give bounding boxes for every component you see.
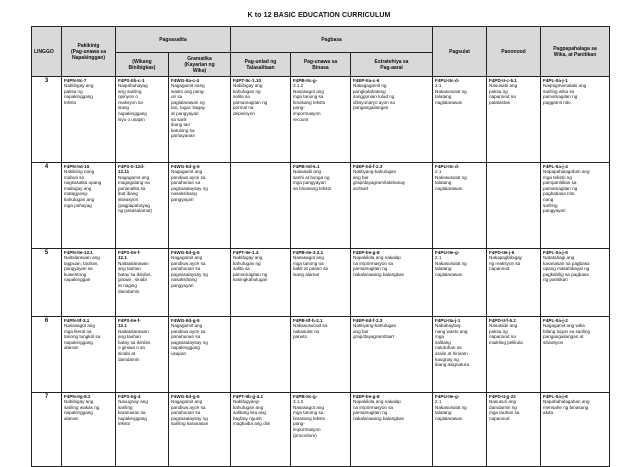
cell-pag-unawa [291, 317, 351, 393]
table-row [32, 77, 610, 163]
cell-panonood [487, 249, 541, 317]
cell-panonood [487, 163, 541, 249]
competency-description: Nakikinig nang mabuti sa nagsasalita upang maibigay ang matagyang- kahulugan ang mga pahayag [64, 169, 102, 208]
cell-pagsulat [433, 249, 487, 317]
competency-code: F4PL-0a-j-1 [543, 77, 568, 83]
header-lingo: LINGGO [32, 27, 62, 77]
competency-description: Nasusabi ang paksa ng napanood na patalastas [489, 83, 518, 105]
competency-code: F4EP-IId-f-2.3 [353, 317, 383, 323]
cell-pagpapahalaga [541, 77, 610, 163]
cell-pakikinig [62, 163, 116, 249]
cell-panonood [487, 317, 541, 393]
header-gramatika: Gramatika (Kayarian ng Wika) [169, 53, 231, 77]
cell-estratehiya [351, 163, 433, 249]
cell-pag-unawa [291, 163, 351, 249]
competency-description: Nakasusunod sa nakasulat na panuto [293, 323, 328, 340]
cell-pagpapahalaga [541, 249, 610, 317]
competency-code: F4PS-IIe-f- 12.1 [118, 317, 141, 329]
cell-pagpapahalaga [541, 393, 610, 467]
competency-description: Nagagamit ang pandiwa ayon sa panahunan sa pagsasalaysay ng nasaksihang pangyayari [171, 255, 208, 289]
competency-code: F4PL-0a-j-4 [543, 163, 568, 169]
cell-talasalitaan [231, 163, 291, 249]
table-row [32, 393, 610, 467]
competency-code: F4PU-IIa-j-1 [435, 317, 461, 323]
competency-code: F4EP-IId-f-2.3 [353, 163, 383, 169]
cell-pagpapahalaga [541, 163, 610, 249]
competency-description: Naipahahayag ang sariling opinyon o reaksyon sa isang napakinggang isyu o usapin [118, 83, 148, 122]
header-panonood: Panonood [487, 27, 541, 77]
table-row [32, 317, 610, 393]
competency-description: Natatahagi ang karanasan sa pagbasa upang makahikayat ng pagkahilig sa pagbasa ng panitikan [543, 255, 590, 283]
competency-description: Nabibigyang- kahulugan ang salitang iisa ang baybay ngunit magkaiba ang diin [233, 399, 271, 427]
cell-panonood [487, 77, 541, 163]
competency-description: Nabibigay ang kahulugan ng salita sa pamamagitan ng kasingkahulugan [233, 255, 268, 283]
competency-code: F4PU-IIc-d- [435, 163, 460, 169]
cell-talasalitaan [231, 317, 291, 393]
competency-description: Nagagamit nang wasto ang pang- uri sa paglalarawan ng tao, lugar, bagay at pangyayari sa sarili ibang tao katulong sa pamayanan [171, 83, 205, 139]
competency-description: Nabibigay ang sariling wakas ng napakinggang alamat [64, 399, 100, 421]
cell-panonood [487, 393, 541, 467]
competency-code: F4PU-IIe-g- [435, 393, 460, 399]
competency-code: F4PL-0a-j-6 [543, 393, 568, 399]
header-estratehiya: Estratehiya sa Pag-aaral [351, 53, 433, 77]
competency-code: F4PN-IIg-8.2 [64, 393, 91, 399]
competency-description: Nauugnay ang sariling karanasan sa napakinggang teksto [118, 399, 148, 427]
competency-description: Nababaybay nang wasto ang mga salitang natutuhan sa aralin at hiniram kaugnay ng ibang asignatura [435, 323, 469, 368]
competency-description: Nasasagot ang mga tanong na bakit at paano sa isang alamat [293, 255, 328, 277]
cell-gramatika [169, 77, 231, 163]
competency-description: Napapahalagahan ang mga teksto ng pampanitikan sa pamamagitan ng pagbabasa nito nang sariling pangyayari [543, 169, 590, 214]
competency-description: Napahahalagahan ang mensahe ng binasang akda [543, 399, 590, 416]
week-number: 7 [32, 393, 62, 467]
week-number: 6 [32, 317, 62, 393]
competency-code: F4PB-IIc-g- [293, 393, 318, 399]
competency-code: F4PB-IIf-h-2.1 [293, 317, 323, 323]
competency-code: F4PL-0a-j-5 [543, 249, 568, 255]
competency-code: F4PS-II-12d- 12.11 [118, 163, 145, 175]
competency-code: F4PS-IIe-f- 12.1 [118, 249, 141, 261]
week-number: 4 [32, 163, 62, 249]
competency-code: F4PS-IIb-c-1 [118, 77, 145, 83]
cell-pakikinig [62, 77, 116, 163]
competency-description: Nagagamit ang pandiwa ayon sa panahunan sa pagsasalaysay ng napakinggang usapan [171, 323, 208, 357]
cell-estratehiya [351, 77, 433, 163]
competency-code: F4WG-IId-g-5 [171, 249, 200, 255]
competency-description: Nagagamit ang pandiwa ayon sa panahunan sa pagsasalaysay ng nasaksihang pangyayari [171, 169, 208, 203]
cell-estratehiya [351, 393, 433, 467]
competency-description: Nagagamit ang pandiwa ayon sa panahunan sa pagsasalaysay ng sariling karanasan [171, 399, 209, 427]
competency-description: Naipagmamalaki ang sariling wika sa pamamagitan ng paggamit nito [543, 83, 587, 105]
competency-code: F4PN-IId-15 [64, 163, 90, 169]
cell-wikang-binibigkas [116, 393, 169, 467]
cell-pagsulat [433, 77, 487, 163]
competency-description: Naitatalarawan ang tauhan batay sa ikinilos o ginawi o sa sinabi at damdamin [118, 328, 151, 362]
competency-code: F4EP-IIe-g-8 [353, 393, 380, 399]
competency-description: Nasasabi ang sanhi at bunga ng mga pangyayari sa binasang teksto [293, 169, 332, 191]
competency-code: F4PL-0a-j-2 [543, 317, 568, 323]
competency-description: Nagagamit ang wika bilang tugon sa sariling pangangailangan at sitwasyon [543, 323, 591, 345]
cell-gramatika [169, 317, 231, 393]
competency-description: Naitatalarawan ang tauhan batay sa ikinilos, ginawi , sinabi at naging damdamin [118, 260, 152, 294]
header-pagsulat: Pagsulat [433, 27, 487, 77]
competency-code: F4PT-IIe-1.4 [233, 249, 259, 255]
competency-code: F4PB-IIc-g- [293, 77, 318, 83]
cell-gramatika [169, 163, 231, 249]
header-pag-unawa-sa-binasa: Pag-unawa sa Binasa [291, 53, 351, 77]
competency-description: Natitiyang-kahulugan ang bar grap/dayagram/talahanay an/tsart [353, 169, 406, 191]
header-pag-unlad-ng-talasalitaan: Pag-unlad ng Talasalitaan [231, 53, 291, 77]
competency-description: Nakagagamit ng pangkalahatang sanggunian tulad ng diksyonaryo ayon sa pangangailangan [353, 83, 395, 111]
competency-code: F4PD-II-f-5.2 [489, 317, 516, 323]
competency-code: F4PN-IIe-12.1 [64, 249, 93, 255]
competency-code: F4PN-IIf-3.1 [64, 317, 90, 323]
competency-code: F4PT-IIc-1.10 [233, 77, 262, 83]
competency-code: F4PU-IIe-g- [435, 249, 460, 255]
header-pakikinig: Pakikinig (Pag-unawa sa Napakinggan) [62, 27, 116, 77]
cell-pakikinig [62, 393, 116, 467]
cell-pag-unawa [291, 77, 351, 163]
competency-code: F4WG-IId-g-5 [171, 163, 200, 169]
cell-talasalitaan [231, 393, 291, 467]
cell-wikang-binibigkas [116, 317, 169, 393]
competency-code: F4PS-IIg-4 [118, 393, 141, 399]
competency-description: 2.1 Nakasusulat ng talatang naglalarawan [435, 83, 467, 105]
cell-gramatika [169, 249, 231, 317]
week-number: 3 [32, 77, 62, 163]
competency-description: 3.1.2 Nasasagot ang mga tanong sa binasang teksto pang- impormasyon (procedure) [293, 399, 326, 438]
competency-description: Naitalarawan ang tagpuan, tauhan, pangyayari sa kuwentong napakinggan [64, 255, 100, 283]
competency-code: F4WG-IId-g-5 [171, 393, 200, 399]
cell-pagsulat [433, 393, 487, 467]
competency-description: 3.1.2 Nasasagot ang mga tanong sa binasang teksto pang- impormasyon recount [293, 83, 326, 122]
competency-description: Nasasabi ang paksa ng napanood na maikling pelikula [489, 323, 523, 345]
cell-estratehiya [351, 249, 433, 317]
document-title: K to 12 BASIC EDUCATION CURRICULUM [247, 12, 391, 19]
cell-gramatika [169, 393, 231, 467]
curriculum-table [31, 26, 610, 467]
cell-estratehiya [351, 317, 433, 393]
cell-pagsulat [433, 317, 487, 393]
table-row [32, 163, 610, 249]
competency-code: F4WG-IId-g-5 [171, 317, 200, 323]
competency-description: Napakikita ang nakalap na impormasyon sa pamamagitan ng nakalarawang balangkas [353, 399, 404, 421]
competency-code: F4PB-IIe-3.2.1 [293, 249, 324, 255]
cell-pakikinig [62, 317, 116, 393]
header-pagpapahalaga: Pagpapahalaga sa Wika, at Panitikan [541, 27, 610, 77]
week-number: 5 [32, 249, 62, 317]
cell-wikang-binibigkas [116, 249, 169, 317]
cell-pag-unawa [291, 393, 351, 467]
competency-code: F4PD-IIe-j-6 [489, 249, 515, 255]
cell-talasalitaan [231, 77, 291, 163]
competency-code: F4PT-IIb-g-4.1 [233, 393, 264, 399]
competency-code: F4PU-IIc-d- [435, 77, 460, 83]
competency-description: Nagagamit ang magagalang na pananalita sa ibat ibang sitwasyon (pagpapahayag ng pasasalamat) [118, 174, 152, 214]
header-wikang-binibigkas: (Wikang Binibigkas) [116, 53, 169, 77]
competency-code: F4PB-IId-6.1 [293, 163, 320, 169]
competency-description: Nabibigay ang kahulugan ng salita sa pamamagitan ng pormal na depinisyon [233, 83, 268, 117]
competency-code: F4EP-IIa-c-6 [353, 77, 380, 83]
cell-wikang-binibigkas [116, 77, 169, 163]
table-row [32, 249, 610, 317]
cell-pakikinig [62, 249, 116, 317]
competency-code: F4EP-IIe-g-8 [353, 249, 380, 255]
competency-description: 2.1 Nakasusulat ng talatang naglalarawan [435, 255, 467, 277]
competency-description: 2.1 Nakasusulat ng talatang naglalarawan [435, 399, 467, 421]
competency-description: Nabibigay ang paksa ng napakinggang teksto [64, 83, 94, 105]
competency-code: F4PD-II-c-5.1 [489, 77, 517, 83]
competency-description: Natitiyang-kahulugan ang bar grap/dayagram/tsart [353, 323, 397, 340]
header-pagsasalita: Pagsasalita [116, 27, 231, 53]
competency-description: Nasusuri ang damdamin ng mga tauhan sa napanood [489, 399, 520, 421]
header-pagbasa: Pagbasa [231, 27, 433, 53]
competency-description: Nakapagbibigay ng reaksyon sa napanood [489, 255, 522, 272]
cell-pagpapahalaga [541, 317, 610, 393]
cell-pag-unawa [291, 249, 351, 317]
competency-code: F4PN-IIc-7 [64, 77, 87, 83]
competency-description: Nasasagot ang mga literal na tanong tungkol sa napakinggang alamat [64, 323, 101, 351]
competency-description: 2.1 Nakasusulat ng talatang naglalarawan [435, 169, 467, 191]
cell-talasalitaan [231, 249, 291, 317]
competency-code: F4PD-II-g-22 [489, 393, 516, 399]
competency-description: Napakikita ang nakalap na impormasyon sa pamamagitan ng nakalarawang balangkas [353, 255, 404, 277]
cell-wikang-binibigkas [116, 163, 169, 249]
competency-code: F4WG-IIa-c-4 [171, 77, 200, 83]
cell-pagsulat [433, 163, 487, 249]
